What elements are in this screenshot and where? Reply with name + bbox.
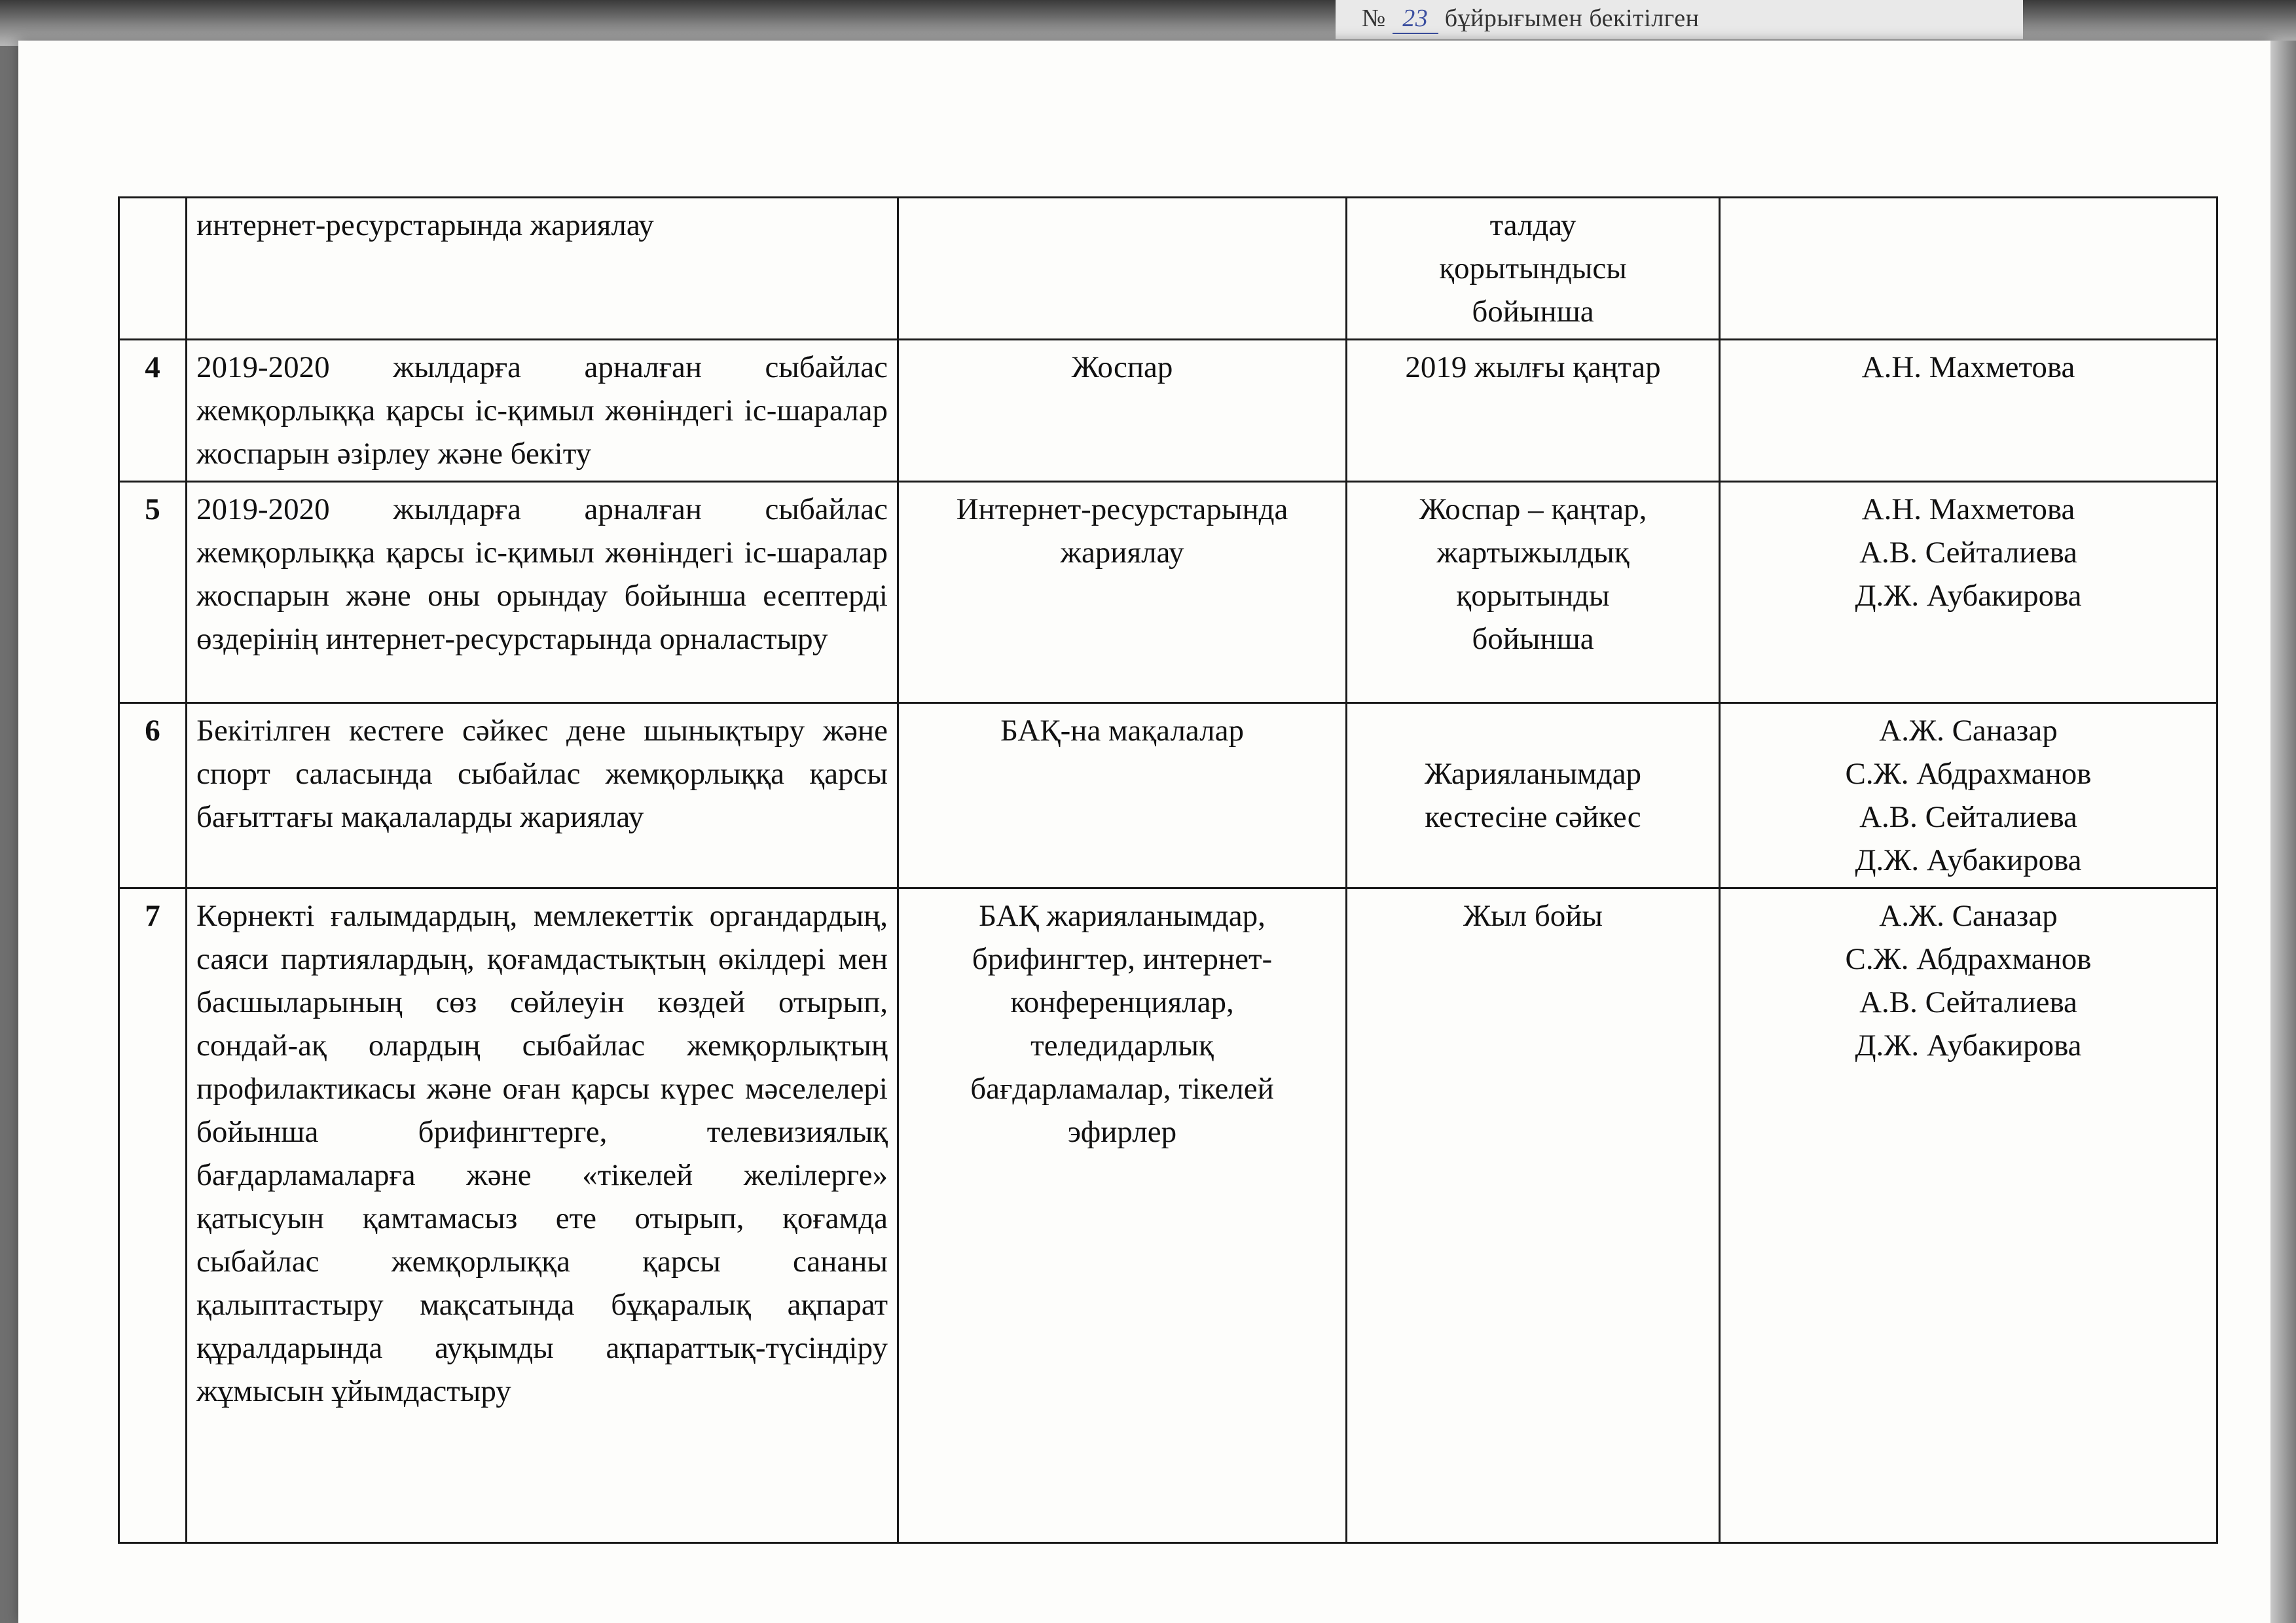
row-number: 5: [119, 482, 187, 703]
order-approval-note: [1362, 4, 1699, 34]
deadline-line: бойынша: [1472, 622, 1594, 656]
responsible-person: А.Ж. Саназар: [1879, 714, 2058, 748]
responsible-person: С.Ж. Абдрахманов: [1845, 942, 2092, 976]
deadline-line: талдау: [1489, 208, 1576, 242]
form-line: теледидарлық: [1030, 1029, 1214, 1063]
row-number: 7: [119, 888, 187, 1543]
anti-corruption-plan-table: [118, 196, 2218, 1544]
row-description: интернет-ресурстарында жариялау: [187, 198, 898, 340]
order-number-prefix: №: [1362, 5, 1386, 32]
responsible-person: Д.Ж. Аубакирова: [1855, 843, 2082, 877]
responsible-person: А.Ж. Саназар: [1879, 899, 2058, 933]
form-line: конференциялар,: [1010, 985, 1234, 1019]
row-responsible: [1720, 482, 2217, 703]
table-row: [119, 888, 2217, 1543]
row-form: [898, 198, 1347, 340]
row-form: [898, 703, 1347, 888]
row-form: [898, 888, 1347, 1543]
row-deadline: [1347, 340, 1720, 482]
row-form: [898, 482, 1347, 703]
deadline-line: Жоспар – қаңтар,: [1419, 492, 1647, 526]
table-row: [119, 340, 2217, 482]
row-description: 2019-2020 жылдарға арналған сыбайлас жемқорлыққа қарсы іс-қимыл жөніндегі іс-шаралар жоспарын әзірлеу және бекіту: [187, 340, 898, 482]
responsible-person: С.Ж. Абдрахманов: [1845, 757, 2092, 791]
form-line: жариялау: [1060, 536, 1184, 570]
deadline-line: жартыжылдық: [1436, 536, 1630, 570]
deadline-line: Жарияланымдар: [1424, 757, 1642, 791]
row-number: 6: [119, 703, 187, 888]
page-right-edge: [2270, 41, 2296, 1623]
row-deadline: [1347, 703, 1720, 888]
responsible-person: Д.Ж. Аубакирова: [1855, 579, 2082, 613]
row-description: 2019-2020 жылдарға арналған сыбайлас жемқорлыққа қарсы іс-қимыл жөніндегі іс-шаралар жоспарын және оны орындау бойынша есептерді өздерінің интернет-ресурстарында орналастыру: [187, 482, 898, 703]
table-row: [119, 703, 2217, 888]
deadline-line: қорытынды: [1456, 579, 1610, 613]
form-line: Интернет-ресурстарында: [956, 492, 1288, 526]
form-line: брифингтер, интернет-: [972, 942, 1273, 976]
form-line: БАҚ-на мақалалар: [1000, 714, 1244, 748]
table-row: [119, 198, 2217, 340]
responsible-person: А.Н. Махметова: [1861, 492, 2075, 526]
row-deadline: [1347, 888, 1720, 1543]
responsible-person: Д.Ж. Аубакирова: [1855, 1029, 2082, 1063]
deadline-line: 2019 жылғы қаңтар: [1405, 350, 1661, 384]
deadline-line: кестесіне сәйкес: [1425, 800, 1641, 834]
responsible-person: А.В. Сейталиева: [1859, 985, 2077, 1019]
deadline-line: бойынша: [1472, 295, 1594, 329]
deadline-line: Жыл бойы: [1463, 899, 1603, 933]
row-responsible: [1720, 198, 2217, 340]
order-approval-text: бұйрығымен бекітілген: [1444, 5, 1700, 32]
row-number: 4: [119, 340, 187, 482]
form-line: БАҚ жарияланымдар,: [979, 899, 1266, 933]
row-description: Бекітілген кестеге сәйкес дене шынықтыру және спорт саласында сыбайлас жемқорлыққа қарсы бағыттағы мақалаларды жариялау: [187, 703, 898, 888]
responsible-person: А.Н. Махметова: [1861, 350, 2075, 384]
row-responsible: [1720, 703, 2217, 888]
row-form: [898, 340, 1347, 482]
responsible-person: А.В. Сейталиева: [1859, 536, 2077, 570]
row-responsible: [1720, 340, 2217, 482]
responsible-person: А.В. Сейталиева: [1859, 800, 2077, 834]
deadline-line: қорытындысы: [1439, 251, 1627, 285]
row-responsible: [1720, 888, 2217, 1543]
form-line: эфирлер: [1067, 1115, 1177, 1149]
form-line: Жоспар: [1071, 350, 1173, 384]
row-description: Көрнекті ғалымдардың, мемлекеттік органдардың, саяси партиялардың, қоғамдастықтың өкілдері мен басшыларының сөз сөйлеуін көздей отырып, сондай-ақ олардың сыбайлас жемқорлықтың профилактикасы және оған қарсы күрес мәселелері бойынша брифингтерге, телевизиялық бағдарламаларға және «тікелей желілерге» қатысуын қамтамасыз ете отырып, қоғамда сыбайлас жемқорлыққа қарсы сананы қалыптастыру мақсатында бұқаралық ақпарат құралдарында ауқымды ақпараттық-түсіндіру жұмысын ұйымдастыру: [187, 888, 898, 1543]
row-number: [119, 198, 187, 340]
order-number: 23: [1393, 4, 1438, 34]
form-line: бағдарламалар, тікелей: [970, 1072, 1274, 1106]
table-row: [119, 482, 2217, 703]
row-deadline: [1347, 198, 1720, 340]
row-deadline: [1347, 482, 1720, 703]
